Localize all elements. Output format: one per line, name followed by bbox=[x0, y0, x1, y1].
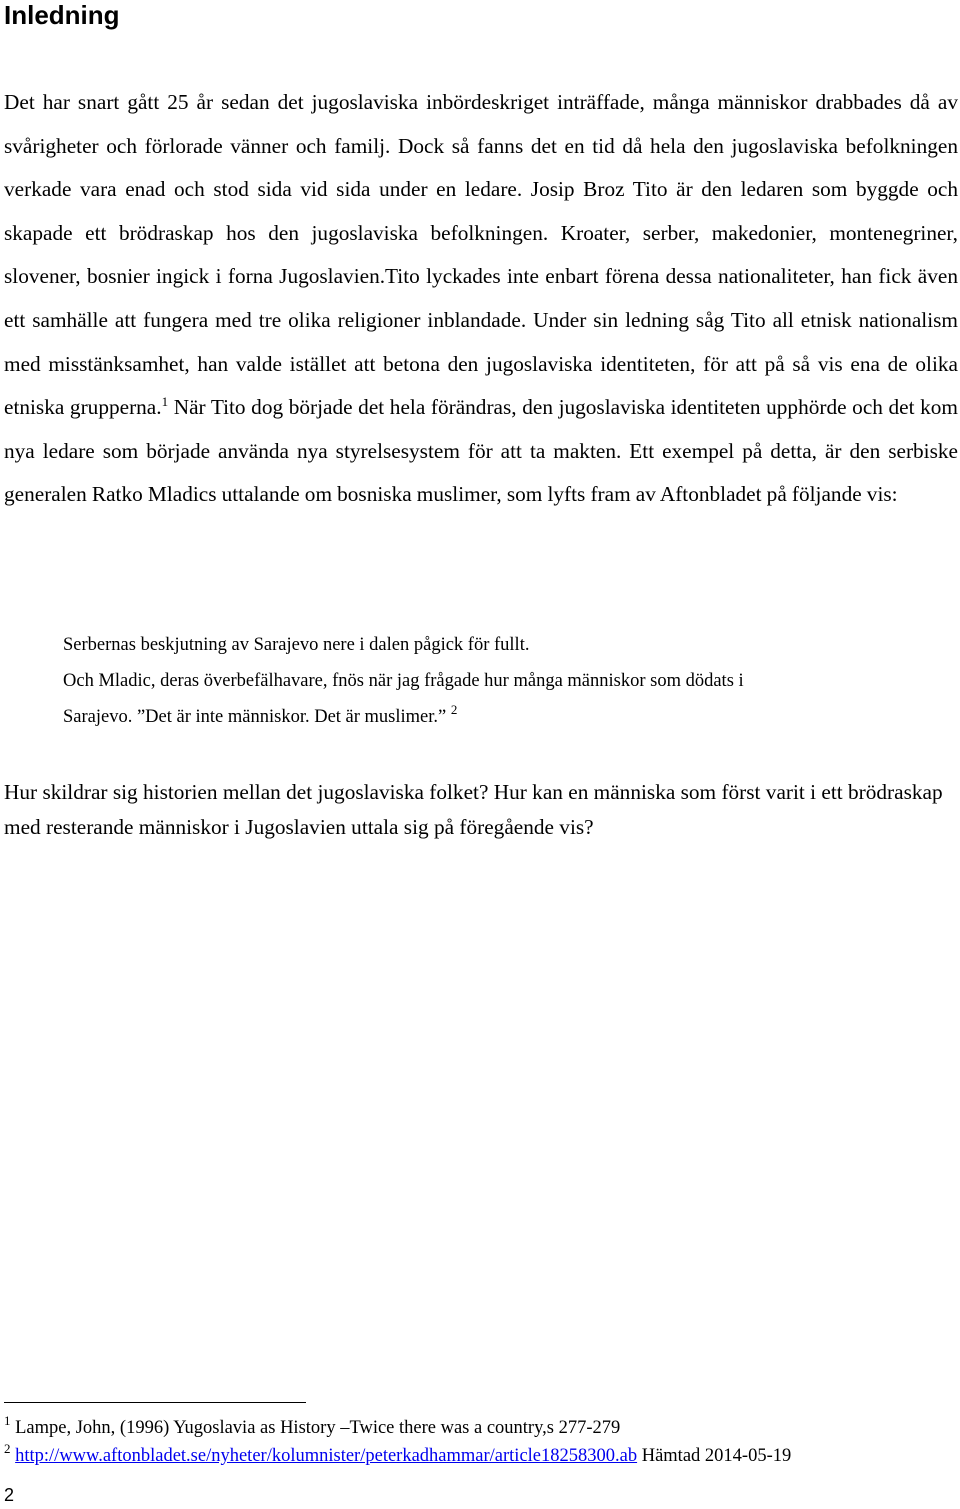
footnote-1-text: Lampe, John, (1996) Yugoslavia as History –Twice there was a country,s 277-279 bbox=[15, 1418, 621, 1438]
footnote-2-link[interactable]: http://www.aftonbladet.se/nyheter/kolumnister/peterkadhammar/article18258300.ab bbox=[15, 1446, 638, 1466]
intro-paragraph-part2: När Tito dog började det hela förändras, den jugoslaviska identiteten upphörde och det kom nya ledare som började använda nya styrelsesystem för att ta makten. Ett exempel på detta, är den serbiske generalen Ratko Mladics uttalande om bosniska muslimer, som lyfts fram av Aftonbladet på följande vis: bbox=[4, 395, 959, 507]
quote-line-3-text: Sarajevo. ”Det är inte människor. Det är muslimer.” bbox=[63, 707, 447, 727]
footnote-2-suffix: Hämtad 2014-05-19 bbox=[637, 1446, 792, 1466]
page-number: 2 bbox=[4, 1485, 15, 1505]
page-heading: Inledning bbox=[4, 0, 120, 30]
intro-paragraph-part1: Det har snart gått 25 år sedan det jugoslaviska inbördeskriget inträffade, många människor drabbades då av svårigheter och förlorade vänner och familj. Dock så fanns det en tid då hela den jugoslaviska befolkningen verkade vara enad och stod sida vid sida under en ledare. Josip Broz Tito är den ledaren som byggde och skapade ett brödraskap hos den jugoslaviska befolkningen. Kroater, serber, makedonier, montenegriner, slovener, bosnier ingick i forna Jugoslavien.Tito lyckades inte enbart förena dessa nationaliteter, han fick även ett samhälle att fungera med tre olika religioner inblandade. Under sin ledning såg Tito all etnisk nationalism med misstänksamhet, han valde istället att betona den jugoslaviska identiteten, för att på så vis ena de olika etniska grupperna. bbox=[4, 90, 958, 420]
footnote-2 bbox=[4, 1442, 958, 1470]
footnote-1-number: 1 bbox=[4, 1413, 11, 1428]
footnote-2-number: 2 bbox=[4, 1441, 11, 1456]
quote-line-3 bbox=[63, 702, 923, 738]
footnote-ref-2: 2 bbox=[450, 702, 458, 717]
quote-line-2: Och Mladic, deras överbefälhavare, fnös när jag frågade hur många människor som dödats i bbox=[63, 671, 744, 691]
intro-paragraph bbox=[4, 81, 958, 517]
footnote-separator bbox=[4, 1402, 306, 1403]
quote-line-1: Serbernas beskjutning av Sarajevo nere i dalen pågick för fullt. bbox=[63, 635, 530, 655]
footnotes bbox=[4, 1414, 958, 1470]
footnote-ref-1: 1 bbox=[161, 394, 169, 410]
footnote-1 bbox=[4, 1414, 958, 1442]
block-quote bbox=[63, 630, 923, 738]
question-paragraph: Hur skildrar sig historien mellan det jugoslaviska folket? Hur kan en människa som först varit i ett brödraskap med resterande människor i Jugoslavien uttala sig på föregående vis? bbox=[4, 780, 943, 839]
